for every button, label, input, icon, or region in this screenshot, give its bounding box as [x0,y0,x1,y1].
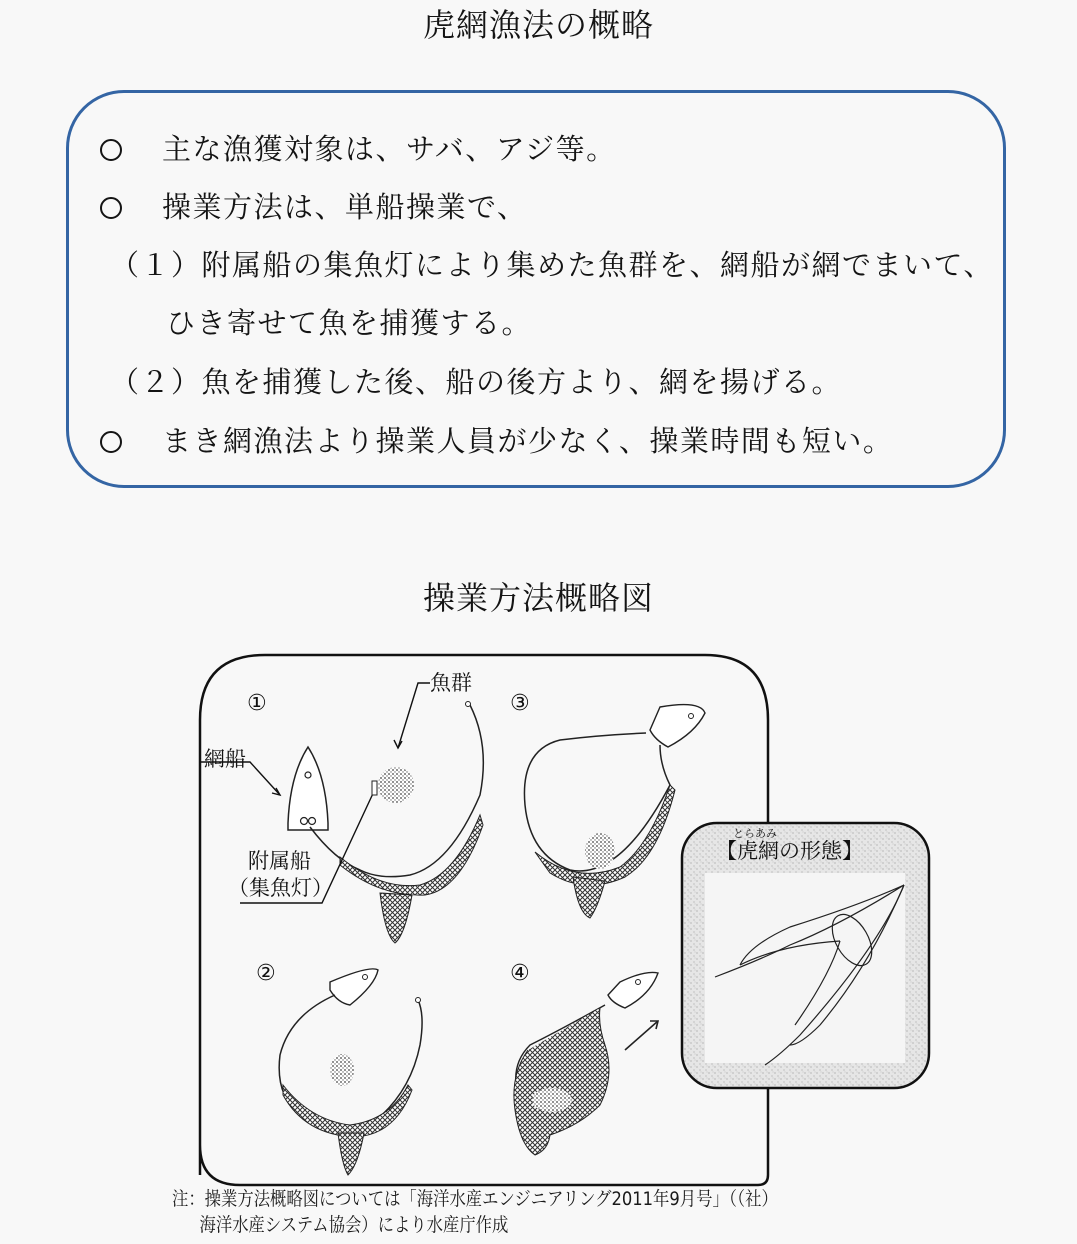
summary-text: 附属船の集魚灯により集めた魚群を、網船が網でまいて、 [201,248,994,282]
fish-lamp-label: （集魚灯） [228,876,333,900]
summary-line-1 [100,132,617,166]
net-boat-shape [288,747,328,830]
auxiliary-boat-label: 附属船 [248,849,311,873]
summary-text: 主な漁獲対象は、サバ、アジ等。 [162,132,617,166]
note-line-1: 注：操業方法概略図については「海洋水産エンジニアリング2011年9月号」（（社） [172,1188,778,1210]
step-3-label: ③ [510,691,530,716]
step-2-label: ② [256,961,276,986]
source-note [172,1186,778,1238]
summary-text: 操業方法は、単船操業で、 [162,190,528,224]
summary-line-2 [100,190,528,224]
net-boat-shape-3 [650,705,705,747]
summary-text: ひき寄せて魚を捕獲する。 [166,306,533,340]
circle-bullet-icon [100,431,122,453]
diagram-title: 操業方法概略図 [422,579,654,617]
step-1-label: ① [247,691,267,716]
page-title: 虎網漁法の概略 [422,6,654,44]
summary-text: 魚を捕獲した後、船の後方より、網を揚げる。 [201,365,843,399]
summary-line-6 [100,424,894,458]
fish-school-shape [378,767,414,803]
circle-bullet-icon [100,139,122,161]
summary-line-4 [166,306,533,340]
circle-bullet-icon [100,197,122,219]
net-boat-label: 網船 [204,747,246,771]
diagram-drawing [180,645,940,1190]
inset-title: 【虎網の形態】 [716,839,863,863]
step-4-label: ④ [510,961,530,986]
item-marker: （１） [110,248,202,282]
operation-diagram [180,645,940,1190]
summary-line-5 [110,365,843,399]
summary-line-3 [110,248,994,282]
item-marker: （２） [110,365,202,399]
note-line-2: 海洋水産システム協会）により水産庁作成 [199,1214,509,1236]
summary-text: まき網漁法より操業人員が少なく、操業時間も短い。 [162,424,894,458]
fish-school-label: 魚群 [430,671,472,695]
inset-ruby: とらあみ [733,827,777,840]
